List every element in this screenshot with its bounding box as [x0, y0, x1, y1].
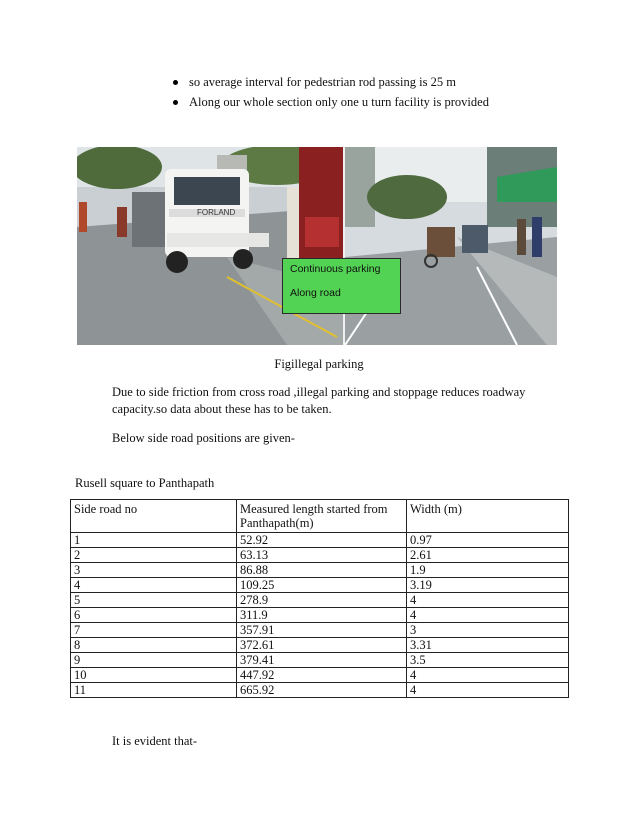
street-photo-illustration: [77, 147, 557, 345]
cell-side-road-no: 4: [71, 578, 237, 593]
cell-length: 372.61: [237, 638, 407, 653]
table-row: [71, 578, 569, 593]
figure-caption: Figillegal parking: [274, 357, 364, 371]
cell-side-road-no: 2: [71, 548, 237, 563]
cell-side-road-no: 10: [71, 668, 237, 683]
cell-width: 4: [407, 608, 569, 623]
cell-width: 1.9: [407, 563, 569, 578]
cell-width: 3.5: [407, 653, 569, 668]
cell-side-road-no: 3: [71, 563, 237, 578]
cell-width: 0.97: [407, 533, 569, 548]
table-row: [71, 608, 569, 623]
side-road-intro: Below side road positions are given-: [112, 431, 295, 445]
table-row: [71, 638, 569, 653]
cell-width: 4: [407, 683, 569, 698]
header-width: Width (m): [407, 500, 569, 533]
callout-line: Continuous parking: [290, 263, 381, 275]
bullet-item: Along our whole section only one u turn facility is provided: [170, 92, 489, 112]
continuous-parking-callout: [282, 258, 401, 314]
cell-width: 3.19: [407, 578, 569, 593]
cell-width: 3: [407, 623, 569, 638]
cell-length: 109.25: [237, 578, 407, 593]
bullet-item: so average interval for pedestrian rod passing is 25 m: [170, 72, 489, 92]
cell-side-road-no: 5: [71, 593, 237, 608]
cell-length: 379.41: [237, 653, 407, 668]
table-row: [71, 653, 569, 668]
bullet-list: [170, 72, 489, 112]
truck-brand-text: FORLAND: [197, 208, 236, 217]
cell-length: 63.13: [237, 548, 407, 563]
table-row: [71, 683, 569, 698]
cell-length: 52.92: [237, 533, 407, 548]
cell-side-road-no: 7: [71, 623, 237, 638]
cell-width: 3.31: [407, 638, 569, 653]
cell-length: 311.9: [237, 608, 407, 623]
table-row: [71, 668, 569, 683]
cell-length: 447.92: [237, 668, 407, 683]
header-side-road-no: Side road no: [71, 500, 237, 533]
cell-width: 2.61: [407, 548, 569, 563]
cell-length: 357.91: [237, 623, 407, 638]
cell-side-road-no: 6: [71, 608, 237, 623]
route-heading: Rusell square to Panthapath: [75, 476, 215, 490]
cell-length: 665.92: [237, 683, 407, 698]
side-road-table: [70, 499, 569, 698]
callout-line: Along road: [290, 287, 341, 299]
illegal-parking-photo: [77, 147, 557, 345]
cell-width: 4: [407, 593, 569, 608]
table-row: [71, 623, 569, 638]
table-header-row: [71, 500, 569, 533]
table-row: [71, 548, 569, 563]
cell-length: 86.88: [237, 563, 407, 578]
cell-side-road-no: 1: [71, 533, 237, 548]
header-measured-length: Measured length started from Panthapath(m): [237, 500, 407, 533]
closing-line: It is evident that-: [112, 734, 198, 748]
table-row: [71, 593, 569, 608]
side-friction-paragraph: Due to side friction from cross road ,illegal parking and stoppage reduces roadway capacity.so data about these has to be taken.: [112, 385, 526, 416]
cell-side-road-no: 8: [71, 638, 237, 653]
cell-width: 4: [407, 668, 569, 683]
cell-side-road-no: 11: [71, 683, 237, 698]
table-row: [71, 533, 569, 548]
cell-side-road-no: 9: [71, 653, 237, 668]
table-row: [71, 563, 569, 578]
cell-length: 278.9: [237, 593, 407, 608]
